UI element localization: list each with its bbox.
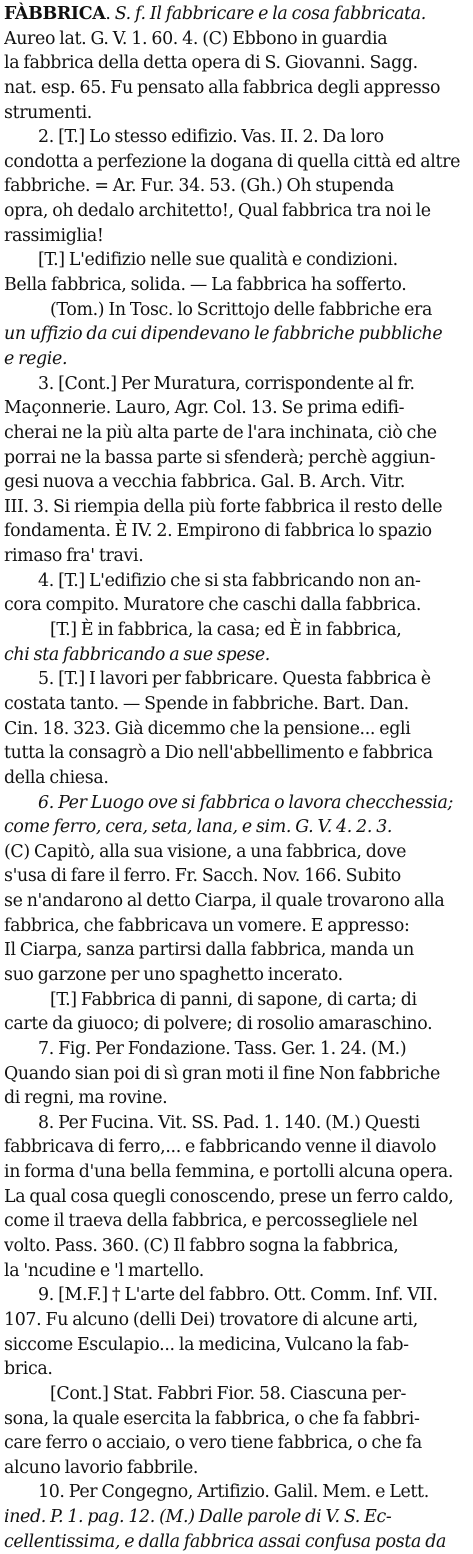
text-line: tutta la consagrò a Dio nell'abbellimento e fabbrica bbox=[4, 743, 433, 764]
sense-5: 5. [T.] I lavori per fabbricare. Questa fabbrica è bbox=[38, 669, 431, 690]
text-line: volto. Pass. 360. (C) Il fabbro sogna la fabbrica, bbox=[4, 1236, 399, 1257]
subsense: [T.] Fabbrica di panni, di sapone, di carta; di bbox=[50, 989, 417, 1010]
text-line: opra, oh dedalo architetto!, Qual fabbrica tra noi le bbox=[4, 201, 431, 222]
text-line: ined. P. 1. pag. 12. (M.) Dalle parole di V. S. Ec- bbox=[4, 1507, 392, 1528]
text-line: condotta a perfezione la dogana di quella città ed altre bbox=[4, 151, 461, 172]
text-line: e regie. bbox=[4, 348, 68, 369]
text-line: (C) Capitò, alla sua visione, a una fabbrica, dove bbox=[4, 841, 407, 862]
text-line: Quando sian poi di sì gran moti il fine Non fabbriche bbox=[4, 1063, 440, 1084]
text-line: fondamenta. È IV. 2. Empirono di fabbrica lo spazio bbox=[4, 521, 432, 542]
definition: Il fabbricare e la cosa fabbricata. bbox=[149, 4, 426, 24]
text-line: chi sta fabbricando a sue spese. bbox=[4, 644, 270, 665]
text-line: Aureo lat. G. V. 1. 60. 4. (C) Ebbono in guardia bbox=[4, 28, 388, 49]
text-line: Bella fabbrica, solida. — La fabbrica ha sofferto. bbox=[4, 275, 407, 296]
text-line: la 'ncudine e 'l martello. bbox=[4, 1260, 204, 1281]
text-line: come ferro, cera, seta, lana, e sim. G. V. 4. 2. 3. bbox=[4, 817, 393, 838]
text-line: porrai ne la bassa parte si sfenderà; perchè aggiun- bbox=[4, 447, 436, 468]
text-line: cellentissima, e dalla fabbrica assai confusa posta da bbox=[4, 1531, 447, 1552]
text-line: in forma d'una bella femmina, e portolli alcuna opera. bbox=[4, 1162, 454, 1183]
subsense: [Cont.] Stat. Fabbri Fior. 58. Ciascuna per- bbox=[50, 1383, 406, 1404]
text-line: carte da giuoco; di polvere; di rosolio amaraschino. bbox=[4, 1014, 433, 1035]
text-line: costata tanto. — Spende in fabbriche. Bart. Dan. bbox=[4, 693, 409, 714]
text-line: come il traeva della fabbrica, e percossegliele nel bbox=[4, 1211, 418, 1232]
text-line: sona, la quale esercita la fabbrica, o che fa fabbri- bbox=[4, 1408, 420, 1429]
text-line: alcuno lavorio fabbrile. bbox=[4, 1457, 199, 1478]
text-line: fabbricava di ferro,... e fabbricando venne il diavolo bbox=[4, 1137, 437, 1158]
subsense: [T.] L'edifizio nelle sue qualità e condizioni. bbox=[38, 250, 398, 271]
text-line: Maçonnerie. Lauro, Agr. Col. 13. Se prima edifi- bbox=[4, 398, 405, 419]
sense-7: 7. Fig. Per Fondazione. Tass. Ger. 1. 24. (M.) bbox=[38, 1038, 407, 1059]
text-line: brica. bbox=[4, 1359, 53, 1380]
text-line: s'usa di fare il ferro. Fr. Sacch. Nov. 166. Subito bbox=[4, 866, 401, 887]
sense-3: 3. [Cont.] Per Muratura, corrispondente al fr. bbox=[38, 373, 415, 394]
text-line: III. 3. Si riempia della più forte fabbrica il resto delle bbox=[4, 496, 443, 517]
text-line: La qual cosa quegli conoscendo, prese un ferro caldo, bbox=[4, 1186, 454, 1207]
sense-10: 10. Per Congegno, Artifizio. Galil. Mem. e Lett. bbox=[38, 1482, 429, 1503]
sense-9: 9. [M.F.] † L'arte del fabbro. Ott. Comm. Inf. VII. bbox=[38, 1285, 438, 1306]
grammar-label: S. f. bbox=[114, 4, 146, 24]
text-line: rassimiglia! bbox=[4, 225, 104, 246]
text-line: care ferro o acciaio, o vero tiene fabbrica, o che fa bbox=[4, 1433, 422, 1454]
text-line: strumenti. bbox=[4, 102, 92, 123]
sense-2: 2. [T.] Lo stesso edifizio. Vas. II. 2. Da loro bbox=[38, 127, 384, 148]
text-line: di regni, ma rovine. bbox=[4, 1088, 168, 1109]
text-line: rimaso fra' travi. bbox=[4, 546, 144, 567]
text-line: suo garzone per uno spaghetto incerato. bbox=[4, 964, 343, 985]
text-line: gesi nuova a vecchia fabbrica. Gal. B. Arch. Vitr. bbox=[4, 472, 406, 493]
sense-8: 8. Per Fucina. Vit. SS. Pad. 1. 140. (M.) Questi bbox=[38, 1112, 420, 1133]
sense-4: 4. [T.] L'edifizio che si sta fabbricando non an- bbox=[38, 570, 421, 591]
headword: FÀBBRICA bbox=[4, 4, 106, 24]
text-line: Cin. 18. 323. Già dicemmo che la pensione... egli bbox=[4, 718, 411, 739]
subsense: [T.] È in fabbrica, la casa; ed È in fabbrica, bbox=[50, 620, 402, 641]
subsense: (Tom.) In Tosc. lo Scrittojo delle fabbriche era bbox=[50, 299, 433, 320]
text-line: un uffizio da cui dipendevano le fabbriche pubbliche bbox=[4, 324, 443, 345]
text-line: della chiesa. bbox=[4, 767, 109, 788]
text-line: se n'andarono al detto Ciarpa, il quale trovarono alla bbox=[4, 891, 445, 912]
text-line: la fabbrica della detta opera di S. Giovanni. Sagg. bbox=[4, 53, 418, 74]
text-line: 107. Fu alcuno (delli Dei) trovatore di alcune arti, bbox=[4, 1309, 418, 1330]
entry-headline: FÀBBRICA. S. f. Il fabbricare e la cosa fabbricata. bbox=[4, 4, 426, 24]
sense-6: 6. Per Luogo ove si fabbrica o lavora checchessia; bbox=[38, 792, 454, 813]
text-line: siccome Esculapio... la medicina, Vulcano la fab- bbox=[4, 1334, 409, 1355]
text-line: fabbriche. = Ar. Fur. 34. 53. (Gh.) Oh stupenda bbox=[4, 176, 394, 197]
text-line: cora compito. Muratore che caschi dalla fabbrica. bbox=[4, 595, 422, 616]
text-line: Il Ciarpa, sanza partirsi dalla fabbrica, manda un bbox=[4, 940, 414, 961]
text-line: fabbrica, che fabbricava un vomere. E appresso: bbox=[4, 915, 410, 936]
text-line: nat. esp. 65. Fu pensato alla fabbrica degli appresso bbox=[4, 77, 441, 98]
text-line: cherai ne la più alta parte de l'ara inchinata, ciò che bbox=[4, 422, 437, 443]
